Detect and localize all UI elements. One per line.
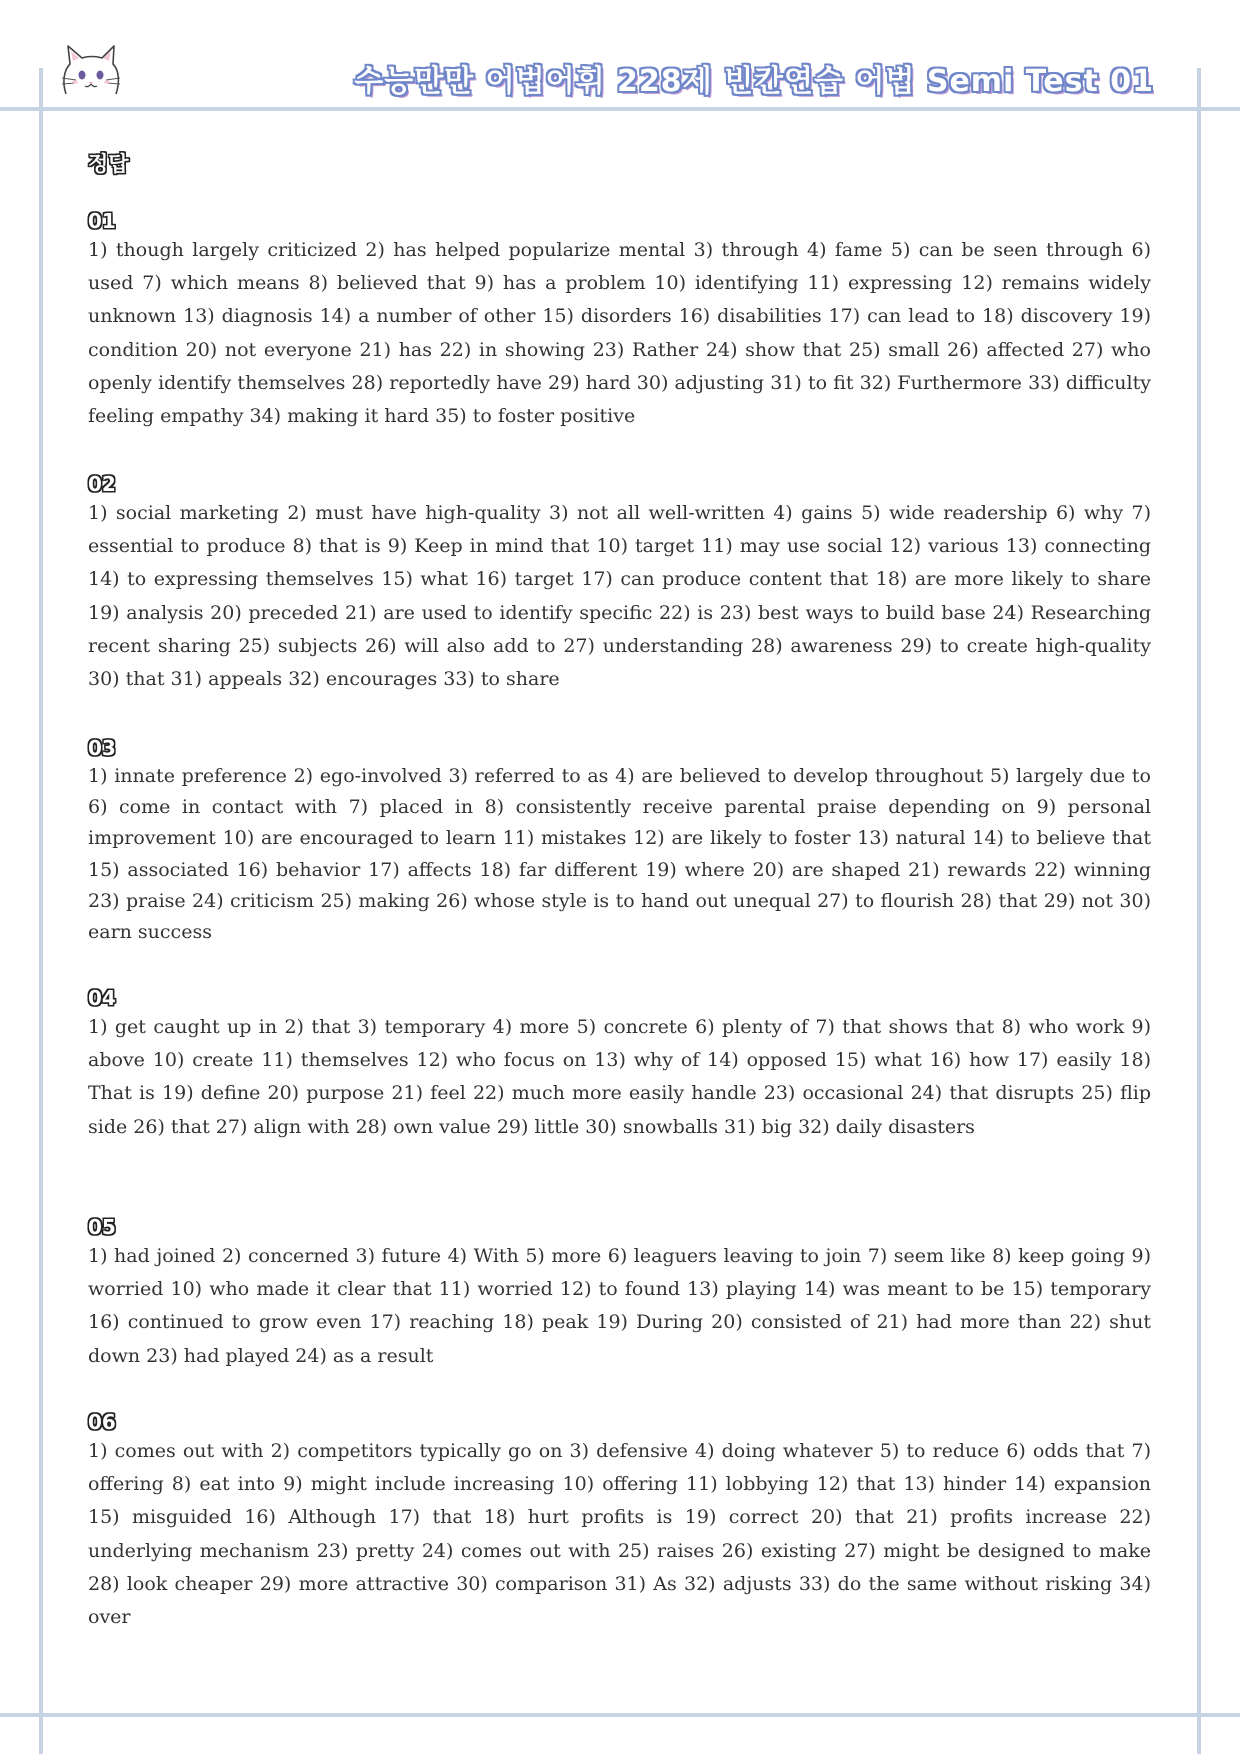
section-number: 02 bbox=[88, 472, 116, 496]
answer-section-05 bbox=[88, 1214, 1151, 1373]
answer-section-06 bbox=[88, 1409, 1151, 1634]
right-margin-line bbox=[1197, 68, 1201, 1754]
section-answers: 1) social marketing 2) must have high-quality 3) not all well-written 4) gains 5) wide readership 6) why 7) essential to produce 8) that is 9) Keep in mind that 10) target 11) may use social 12) various 13) connecting 14) to expressing themselves 15) what 16) target 17) can produce content that 18) are more likely to share 19) analysis 20) preceded 21) are used to identify specific 22) is 23) best ways to build base 24) Researching recent sharing 25) subjects 26) will also add to 27) understanding 28) awareness 29) to create high-quality 30) that 31) appeals 32) encourages 33) to share bbox=[88, 502, 1151, 691]
section-number: 03 bbox=[88, 736, 116, 760]
answer-section-04 bbox=[88, 985, 1151, 1144]
cat-icon bbox=[58, 42, 126, 102]
answer-section-03 bbox=[88, 735, 1151, 948]
section-number: 06 bbox=[88, 1410, 116, 1434]
footer-divider bbox=[0, 1713, 1240, 1717]
section-answers: 1) though largely criticized 2) has helped popularize mental 3) through 4) fame 5) can be seen through 6) used 7) which means 8) believed that 9) has a problem 10) identifying 11) expressing 12) remains widely unknown 13) diagnosis 14) a number of other 15) disorders 16) disabilities 17) can lead to 18) discovery 19) condition 20) not everyone 21) has 22) in showing 23) Rather 24) show that 25) small 26) affected 27) who openly identify themselves 28) reportedly have 29) hard 30) adjusting 31) to fit 32) Furthermore 33) difficulty feeling empathy 34) making it hard 35) to foster positive bbox=[88, 239, 1151, 428]
section-answers: 1) comes out with 2) competitors typically go on 3) defensive 4) doing whatever 5) to reduce 6) odds that 7) offering 8) eat into 9) might include increasing 10) offering 11) lobbying 12) that 13) hinder 14) expansion 15) misguided 16) Although 17) that 18) hurt profits is 19) correct 20) that 21) profits increase 22) underlying mechanism 23) pretty 24) comes out with 25) raises 26) existing 27) might be designed to make 28) look cheaper 29) more attractive 30) comparison 31) As 32) adjusts 33) do the same without risking 34) over bbox=[88, 1440, 1151, 1629]
answer-heading: 정답 bbox=[88, 152, 129, 176]
header-divider bbox=[0, 107, 1240, 111]
page-title: 수능만만 어법어휘 228제 빈칸연습 어법 Semi Test 01 bbox=[354, 64, 1154, 99]
section-number: 05 bbox=[88, 1215, 116, 1239]
section-number: 04 bbox=[88, 986, 116, 1010]
left-margin-line bbox=[39, 68, 43, 1754]
section-answers: 1) get caught up in 2) that 3) temporary 4) more 5) concrete 6) plenty of 7) that shows that 8) who work 9) above 10) create 11) themselves 12) who focus on 13) why of 14) opposed 15) what 16) how 17) easily 18) That is 19) define 20) purpose 21) feel 22) much more easily handle 23) occasional 24) that disrupts 25) flip side 26) that 27) align with 28) own value 29) little 30) snowballs 31) big 32) daily disasters bbox=[88, 1016, 1151, 1138]
answer-section-02 bbox=[88, 471, 1151, 696]
answer-section-01 bbox=[88, 208, 1151, 433]
section-number: 01 bbox=[88, 209, 116, 233]
section-answers: 1) innate preference 2) ego-involved 3) referred to as 4) are believed to develop throughout 5) largely due to 6) come in contact with 7) placed in 8) consistently receive parental praise depending on 9) personal improvement 10) are encouraged to learn 11) mistakes 12) are likely to foster 13) natural 14) to believe that 15) associated 16) behavior 17) affects 18) far different 19) where 20) are shaped 21) rewards 22) winning 23) praise 24) criticism 25) making 26) whose style is to hand out unequal 27) to flourish 28) that 29) not 30) earn success bbox=[88, 765, 1151, 944]
section-answers: 1) had joined 2) concerned 3) future 4) With 5) more 6) leaguers leaving to join 7) seem like 8) keep going 9) worried 10) who made it clear that 11) worried 12) to found 13) playing 14) was meant to be 15) temporary 16) continued to grow even 17) reaching 18) peak 19) During 20) consisted of 21) had more than 22) shut down 23) had played 24) as a result bbox=[88, 1245, 1151, 1367]
